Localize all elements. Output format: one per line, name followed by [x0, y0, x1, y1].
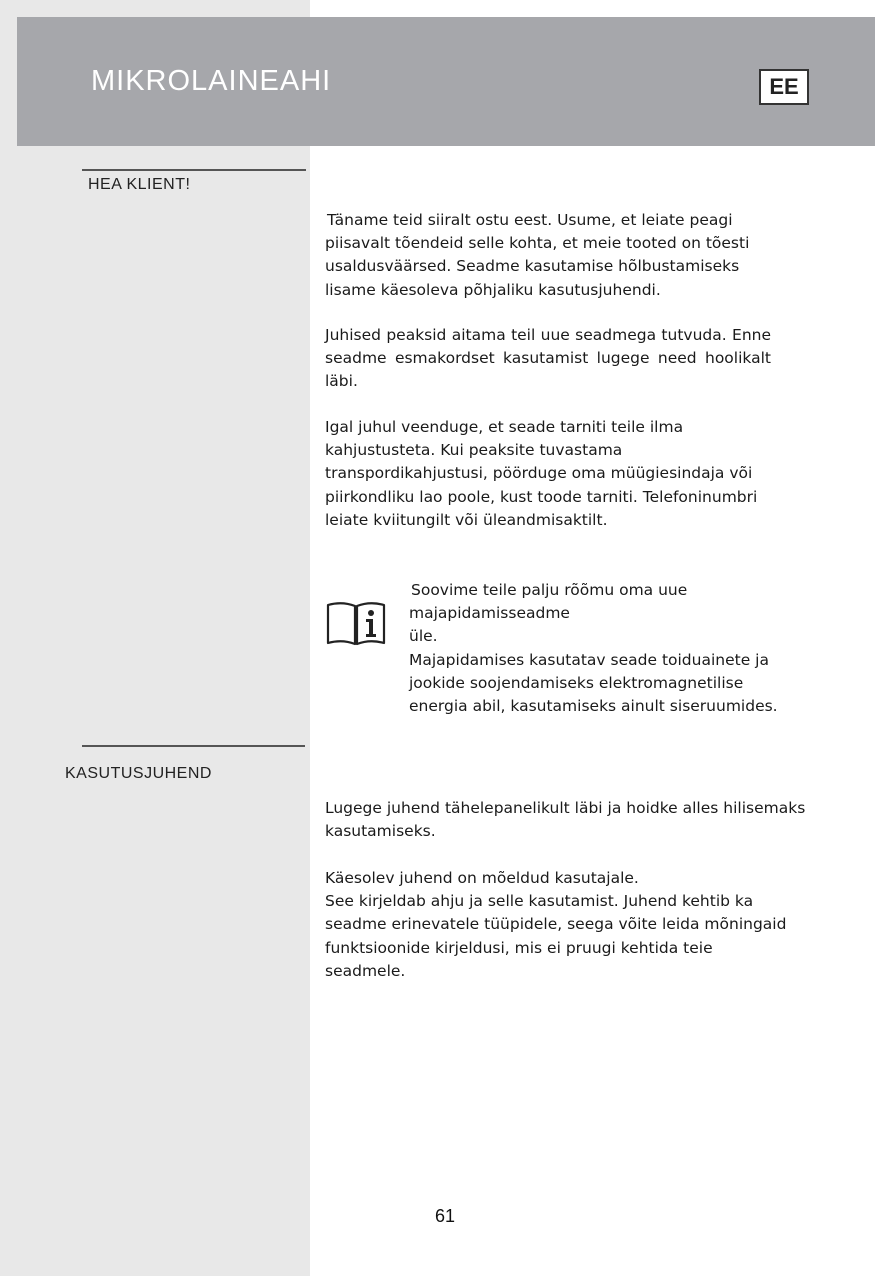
text-line: usaldusväärsed. Seadme kasutamise hõlbustamiseks [325, 257, 740, 276]
text-line: funktsioonide kirjeldusi, mis ei pruugi kehtida teie [325, 938, 713, 957]
text-line: See kirjeldab ahju ja selle kasutamist. Juhend kehtib ka [325, 892, 754, 911]
text-line: Majapidamises kasutatav seade toiduainete ja [409, 650, 769, 669]
page-header [17, 17, 875, 146]
manual-paragraph-1 [325, 797, 845, 843]
text-line: läbi. [325, 372, 358, 391]
text-line: Soovime teile palju rõõmu oma uue [411, 581, 688, 599]
info-note-text [409, 579, 809, 718]
text-line: energia abil, kasutamiseks ainult siseruumides. [409, 697, 778, 716]
text-line: kahjustusteta. Kui peaksite tuvastama [325, 441, 623, 460]
section-label-greeting: HEA KLIENT! [88, 176, 191, 193]
text-line: piirkondliku lao poole, kust toode tarniti. Telefoninumbri [325, 487, 758, 506]
page-title: MIKROLAINEAHI [91, 65, 332, 97]
section-divider-manual [82, 745, 305, 747]
text-line: piisavalt tõendeid selle kohta, et meie tooted on tõesti [325, 234, 750, 253]
text-line: jookide soojendamiseks elektromagnetilise [409, 673, 744, 692]
text-line: Juhised peaksid aitama teil uue seadmega tutvuda. Enne [325, 326, 771, 344]
language-badge: EE [759, 69, 809, 105]
manual-info-icon [326, 600, 386, 648]
intro-paragraph-3 [325, 416, 795, 532]
text-line: seadme erinevatele tüüpidele, seega võite leida mõningaid [325, 915, 787, 934]
section-divider-greeting [82, 169, 306, 171]
intro-paragraph-1 [325, 209, 780, 302]
text-line: Igal juhul veenduge, et seade tarniti teile ilma [325, 418, 684, 436]
text-line: kasutamiseks. [325, 822, 436, 841]
text-line: Täname teid siiralt ostu eest. Usume, et leiate peagi [327, 211, 733, 229]
text-line: üle. [409, 627, 438, 646]
text-line: transpordikahjustusi, pöörduge oma müügiesindaja või [325, 464, 753, 483]
intro-paragraph-2 [325, 324, 771, 394]
text-line: majapidamisseadme [409, 604, 570, 623]
text-line: seadmele. [325, 961, 406, 980]
page-number: 61 [434, 1206, 456, 1226]
text-line: Lugege juhend tähelepanelikult läbi ja hoidke alles hilisemaks [325, 799, 806, 817]
text-line: Käesolev juhend on mõeldud kasutajale. [325, 869, 639, 887]
text-line: leiate kviitungilt või üleandmisaktilt. [325, 510, 608, 529]
section-label-manual: KASUTUSJUHEND [65, 765, 212, 782]
manual-paragraph-2 [325, 867, 825, 983]
text-line: lisame käesoleva põhjaliku kasutusjuhendi. [325, 280, 661, 299]
text-line: seadme esmakordset kasutamist lugege need hoolikalt [325, 349, 771, 368]
